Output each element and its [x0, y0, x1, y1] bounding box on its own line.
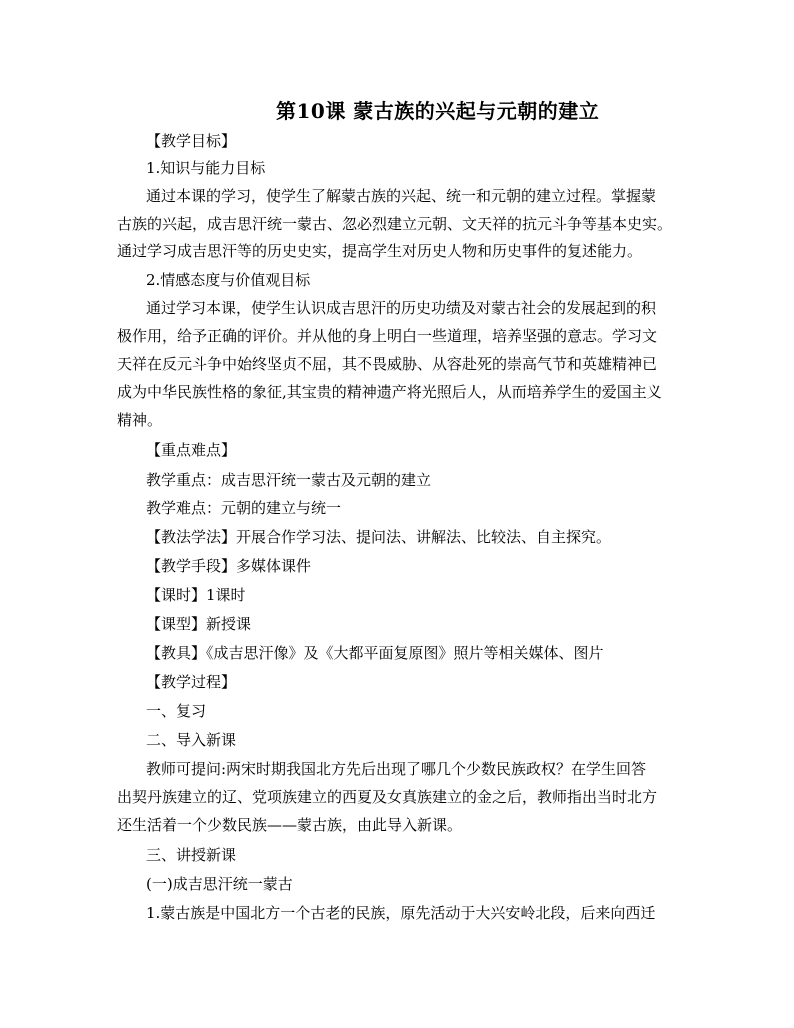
methods-line: 【教法学法】开展合作学习法、提问法、讲解法、比较法、自主探究。	[146, 528, 612, 546]
section-heading-process: 【教学过程】	[146, 673, 237, 691]
section-heading-key-points: 【重点难点】	[146, 441, 237, 459]
paragraph-line: 出契丹族建立的辽、党项族建立的西夏及女真族建立的金之后，教师指出当时北方	[117, 788, 658, 806]
paragraph-line: 精神。	[117, 411, 163, 429]
paragraph-line: 1.蒙古族是中国北方一个古老的民族，原先活动于大兴安岭北段，后来向西迁	[146, 904, 656, 922]
paragraph-line: 天祥在反元斗争中始终坚贞不屈，其不畏威胁、从容赴死的崇高气节和英雄精神已	[117, 355, 658, 373]
step-introduction: 二、导入新课	[146, 731, 237, 749]
lesson-title: 第10课 蒙古族的兴起与元朝的建立	[276, 99, 600, 123]
paragraph-line: 通过学习本课，使学生认识成吉思汗的历史功绩及对蒙古社会的发展起到的积	[146, 299, 657, 317]
teaching-aids-line: 【教具】《成吉思汗像》及《大都平面复原图》照片等相关媒体、图片	[146, 644, 604, 662]
subheading-knowledge-ability: 1.知识与能力目标	[146, 159, 266, 177]
step-review: 一、复习	[146, 702, 207, 720]
paragraph-line: 教师可提问:两宋时期我国北方先后出现了哪几个少数民族政权？在学生回答	[146, 760, 647, 778]
lesson-type-line: 【课型】新授课	[146, 615, 252, 633]
step-new-lesson: 三、讲授新课	[146, 846, 237, 864]
paragraph-line: 还生活着一个少数民族——蒙古族，由此导入新课。	[117, 816, 463, 834]
paragraph-line: 古族的兴起，成吉思汗统一蒙古、忽必烈建立元朝、文天祥的抗元斗争等基本史实。	[117, 215, 673, 233]
paragraph-line: 通过本课的学习，使学生了解蒙古族的兴起、统一和元朝的建立过程。掌握蒙	[146, 187, 657, 205]
subheading-emotion-values: 2.情感态度与价值观目标	[146, 271, 311, 289]
subsection-heading: (一)成吉思汗统一蒙古	[146, 875, 293, 893]
paragraph-line: 通过学习成吉思汗等的历史史实，提高学生对历史人物和历史事件的复述能力。	[117, 242, 643, 260]
paragraph-line: 成为中华民族性格的象征,其宝贵的精神遗产将光照后人，从而培养学生的爱国主义	[117, 383, 662, 401]
teaching-means-line: 【教学手段】多媒体课件	[146, 557, 312, 575]
key-point-line: 教学重点：成吉思汗统一蒙古及元朝的建立	[146, 471, 432, 489]
difficulty-line: 教学难点：元朝的建立与统一	[146, 499, 342, 517]
class-hours-line: 【课时】1课时	[146, 586, 246, 604]
paragraph-line: 极作用，给予正确的评价。并从他的身上明白一些道理，培养坚强的意志。学习文	[117, 327, 658, 345]
section-heading-objectives: 【教学目标】	[146, 132, 237, 150]
